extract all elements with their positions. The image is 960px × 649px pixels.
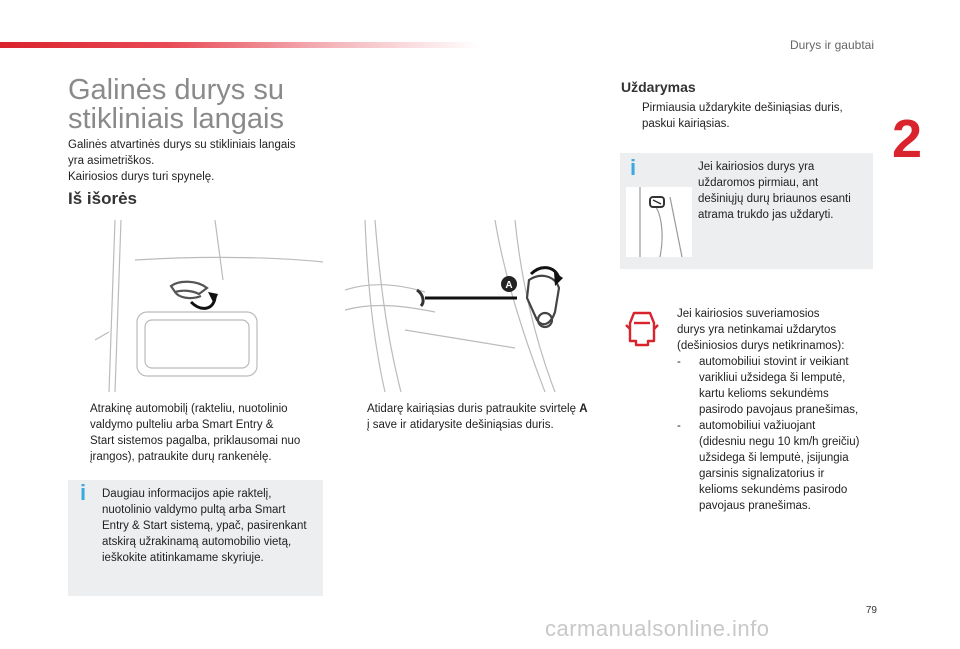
header-accent-bar (0, 42, 480, 48)
step-unlock-text: Atrakinę automobilį (rakteliu, nuotolinio valdymo pulteliu arba Smart Entry & Start sistemos pagalba, priklausomai nuo įrangos), patraukite durų rankenėlę. (90, 403, 301, 463)
door-stop-illustration (626, 187, 692, 257)
info-icon: i (80, 480, 87, 505)
warning-text: Jei kairiosios suveriamosios durys yra netinkamai uždarytos (dešiniosios durys netikrinamos): - automobiliui stovint ir veikiant varikliui užsidega ši lemputė, kartu kelioms sekundėms pasirodo pavojaus pranešimas, - automobiliui važiuojant (didesniu negu 10 km/h greičiu) užsidega ši lemputė, įsijungia garsinis signalizatorius ir kelioms sekundėms pasirodo pavojaus pranešimas. (677, 306, 877, 514)
info-key-text: Daugiau informacijos apie raktelį, nuotolinio valdymo pultą arba Smart Entry & Start sistemą, ypač, pasirenkant atskirą užrakinamą automobilio vietą, ieškokite atitinkamame skyriuje. (102, 488, 307, 564)
info-box-closing (620, 153, 873, 269)
page-number: 79 (865, 605, 877, 616)
watermark: carmanualsonline.info (545, 616, 770, 641)
step-lever-text: Atidarę kairiąsias duris patraukite svirtelę A į save ir atidarysite dešiniąsias duris. (367, 403, 588, 431)
door-handle-illustration (95, 220, 323, 392)
closing-text: Pirmiausia uždarykite dešiniąsias duris, paskui kairiąsias. (642, 102, 843, 130)
page-title: Galinės durys su stikliniais langais (68, 74, 284, 135)
lever-illustration (345, 220, 595, 392)
outside-heading: Iš išorės (68, 189, 137, 208)
closing-heading: Uždarymas (621, 79, 696, 95)
door-open-warning-icon (625, 311, 659, 349)
label-a: A (505, 280, 513, 291)
warning-item: - automobiliui stovint ir veikiant varikliui užsidega ši lemputė, kartu kelioms sekundėms pasirodo pavojaus pranešimas, (677, 356, 859, 416)
section-title: Durys ir gaubtai (789, 38, 874, 52)
chapter-number: 2 (892, 109, 923, 169)
info-icon: i (630, 155, 637, 180)
info-closing-text: Jei kairiosios durys yra uždaromos pirmiau, ant dešiniųjų durų briaunos esanti atrama trukdo jas uždaryti. (698, 161, 851, 221)
info-box-key (68, 480, 323, 596)
warning-item: - automobiliui važiuojant (didesniu negu 10 km/h greičiu) užsidega ši lemputė, įsijungia garsinis signalizatorius ir kelioms sekundėms pasirodo pavojaus pranešimas. (677, 420, 860, 512)
intro-text: Galinės atvartinės durys su stikliniais langais yra asimetriškos. Kairiosios durys turi spynelę. (68, 139, 296, 183)
